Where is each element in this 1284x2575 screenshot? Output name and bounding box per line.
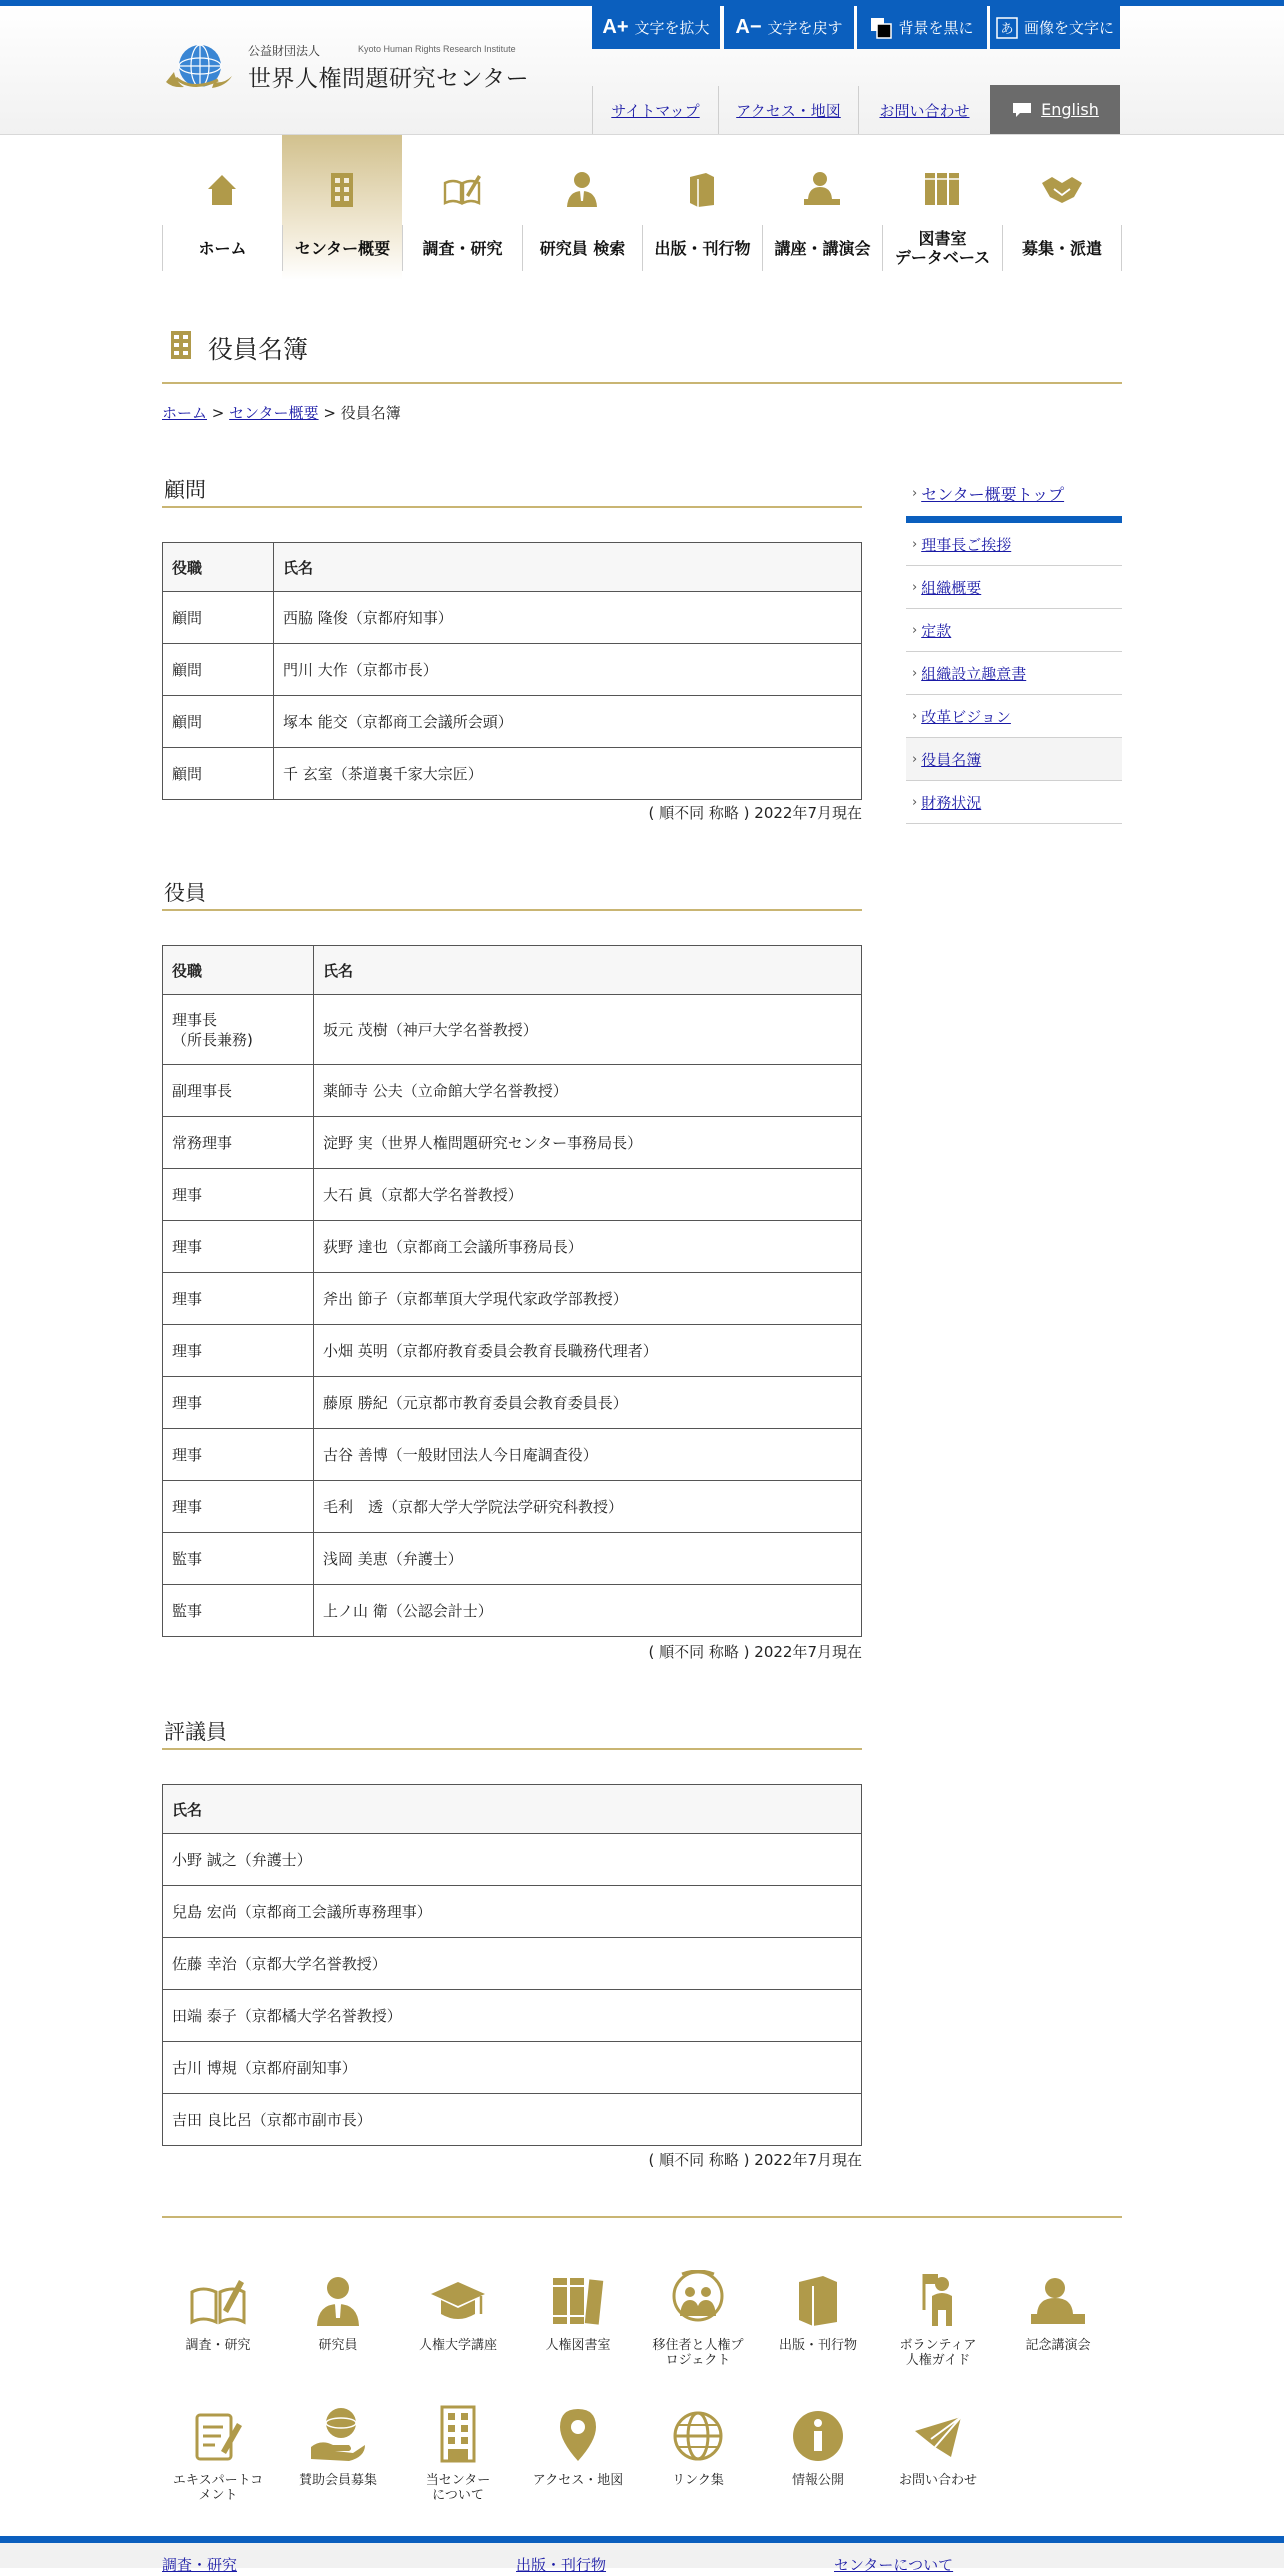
table-row xyxy=(163,1169,862,1221)
global-nav xyxy=(162,135,1122,280)
side-nav-link[interactable]: 理事長ご挨拶 xyxy=(921,535,1012,554)
contrast-icon xyxy=(870,17,892,39)
image-to-text-button[interactable] xyxy=(990,6,1120,49)
name-cell: 兒島 宏尚（京都商工会議所専務理事） xyxy=(163,1886,862,1938)
hand-globe-icon xyxy=(309,2405,367,2463)
table-header-row xyxy=(163,946,862,995)
table-row xyxy=(163,1886,862,1938)
name-cell: 西脇 隆俊（京都府知事） xyxy=(274,592,862,644)
chevron-right-icon: › xyxy=(912,794,918,810)
page-title-bar xyxy=(162,322,1122,384)
table-row xyxy=(163,1481,862,1533)
role-cell: 理事 xyxy=(163,1325,314,1377)
side-nav-item xyxy=(906,652,1122,695)
col-name-header: 氏名 xyxy=(274,543,862,592)
table-row xyxy=(163,1429,862,1481)
table-row xyxy=(163,2094,862,2146)
person-icon xyxy=(564,169,600,209)
name-cell: 浅岡 美恵（弁護士） xyxy=(314,1533,862,1585)
name-cell: 坂元 茂樹（神戸大学名誉教授） xyxy=(314,995,862,1065)
section-heading-text: 役員 xyxy=(164,881,206,905)
footer-nav-label: お問い合わせ xyxy=(898,2473,977,2488)
side-nav-item xyxy=(906,523,1122,566)
globe-icon xyxy=(671,2409,725,2463)
hyogiin-note: ( 順不同 称略 ) 2022年7月現在 xyxy=(648,2151,862,2169)
role-cell: 理事 xyxy=(163,1377,314,1429)
open-book-pen-icon xyxy=(189,2274,247,2328)
section-heading-text: 顧問 xyxy=(164,478,206,502)
role-cell: 理事 xyxy=(163,1221,314,1273)
breadcrumb-current: 役員名簿 xyxy=(340,404,401,422)
footer-nav-label: 賛助会員募集 xyxy=(298,2473,377,2488)
side-nav-link[interactable]: 改革ビジョン xyxy=(921,707,1011,726)
role-cell: 顧問 xyxy=(163,592,274,644)
role-cell: 副理事長 xyxy=(163,1065,314,1117)
table-row xyxy=(163,995,862,1065)
table-row xyxy=(163,1377,862,1429)
role-cell: 理事長 （所長兼務) xyxy=(163,995,314,1065)
breadcrumb-parent-link[interactable]: センター概要 xyxy=(229,404,319,422)
role-cell: 顧問 xyxy=(163,748,274,800)
side-nav-link[interactable]: 定款 xyxy=(921,621,952,640)
table-row xyxy=(163,644,862,696)
breadcrumb-separator: > xyxy=(323,404,336,422)
books-icon xyxy=(684,169,720,209)
section-heading-komon xyxy=(162,474,862,508)
yakuin-table xyxy=(162,945,862,1637)
table-header-row xyxy=(163,543,862,592)
name-cell: 毛利 透（京都大学大学院法学研究科教授） xyxy=(314,1481,862,1533)
globe-logo-icon xyxy=(162,42,238,94)
contact-link-wrap xyxy=(858,86,990,134)
footer-nav-access-map[interactable] xyxy=(518,2403,638,2488)
name-cell: 古谷 善博（一般財団法人今日庵調査役） xyxy=(314,1429,862,1481)
side-nav-link[interactable]: 役員名簿 xyxy=(921,750,982,769)
col-name-header: 氏名 xyxy=(163,1785,862,1834)
table-row xyxy=(163,1990,862,2042)
page-title: 役員名簿 xyxy=(208,335,309,364)
name-cell: 荻野 達也（京都商工会議所事務局長） xyxy=(314,1221,862,1273)
globe-people-icon xyxy=(668,2270,728,2328)
footer-link-publications[interactable]: 出版・刊行物 xyxy=(516,2556,607,2574)
sitemap-link[interactable]: サイトマップ xyxy=(611,101,700,120)
org-name: 世界人権問題研究センター xyxy=(248,66,530,92)
table-header-row xyxy=(163,1785,862,1834)
gnav-label: 出版・刊行物 xyxy=(642,225,762,271)
name-cell: 塚本 能交（京都商工会議所会頭） xyxy=(274,696,862,748)
footer-nav-label: 情報公開 xyxy=(791,2473,844,2488)
footer-nav-human-rights-course[interactable] xyxy=(398,2268,518,2353)
a-minus-icon: A− xyxy=(735,16,762,38)
col-name-header: 氏名 xyxy=(314,946,862,995)
gnav-lectures[interactable] xyxy=(762,135,882,280)
graduation-cap-icon xyxy=(429,2274,487,2328)
name-cell: 佐藤 幸治（京都大学名誉教授） xyxy=(163,1938,862,1990)
sitemap-link-wrap xyxy=(592,86,718,134)
side-nav-link[interactable]: 組織設立趣意書 xyxy=(921,664,1027,683)
section-heading-yakuin xyxy=(162,877,862,911)
footer-nav-label: 人権図書室 xyxy=(545,2338,611,2353)
name-cell: 千 玄室（茶道裏千家大宗匠） xyxy=(274,748,862,800)
footer-nav-label: 当センター について xyxy=(425,2473,491,2503)
name-cell: 上ノ山 衛（公認会計士） xyxy=(314,1585,862,1637)
col-role-header: 役職 xyxy=(163,946,314,995)
access-link-wrap xyxy=(718,86,858,134)
footer-nav-label: 調査・研究 xyxy=(185,2338,251,2353)
map-pin-icon xyxy=(556,2407,600,2463)
gnav-label: 募集・派遣 xyxy=(1002,225,1122,271)
gnav-home[interactable] xyxy=(162,135,282,280)
role-cell: 理事 xyxy=(163,1169,314,1221)
footer-nav-publications[interactable] xyxy=(758,2268,878,2353)
footer-nav-label: 出版・刊行物 xyxy=(778,2338,857,2353)
breadcrumb-home-link[interactable]: ホーム xyxy=(162,404,208,422)
footer-nav-label: リンク集 xyxy=(672,2473,724,2488)
role-cell: 顧問 xyxy=(163,644,274,696)
name-cell: 田端 泰子（京都橘大学名誉教授） xyxy=(163,1990,862,2042)
chevron-right-icon: › xyxy=(912,579,918,595)
name-cell: 門川 大作（京都市長） xyxy=(274,644,862,696)
section-heading-text: 評議員 xyxy=(164,1720,227,1744)
side-nav-item xyxy=(906,609,1122,652)
name-cell: 小野 誠之（弁護士） xyxy=(163,1834,862,1886)
gnav-researcher-search[interactable] xyxy=(522,135,642,280)
side-nav-item xyxy=(906,781,1122,824)
a-plus-icon: A+ xyxy=(602,16,629,38)
footer-nav-label: 記念講演会 xyxy=(1025,2338,1091,2353)
role-cell: 監事 xyxy=(163,1585,314,1637)
org-type: 公益財団法人 xyxy=(248,44,321,58)
footer-nav-links[interactable] xyxy=(638,2403,758,2488)
building-icon xyxy=(438,2405,478,2463)
black-background-button[interactable] xyxy=(857,6,987,49)
footer-nav-label: 研究員 xyxy=(318,2338,358,2353)
footer-nav-memorial-lecture[interactable] xyxy=(998,2268,1118,2353)
footer-nav-researchers[interactable] xyxy=(278,2268,398,2353)
table-row xyxy=(163,748,862,800)
table-row xyxy=(163,1221,862,1273)
open-book-pen-icon xyxy=(442,169,482,209)
books-icon xyxy=(793,2272,843,2328)
table-row xyxy=(163,696,862,748)
lecturer-icon xyxy=(1029,2274,1087,2328)
chevron-right-icon: › xyxy=(912,485,918,501)
chevron-right-icon: › xyxy=(912,708,918,724)
info-icon xyxy=(791,2409,845,2463)
reset-text-label: 文字を戻す xyxy=(767,19,843,37)
gnav-label: 調査・研究 xyxy=(402,225,522,271)
chevron-right-icon: › xyxy=(912,622,918,638)
gnav-label: センター概要 xyxy=(282,225,402,271)
side-nav-top-link[interactable]: センター概要トップ xyxy=(921,484,1065,504)
bookshelf-icon xyxy=(922,169,962,209)
role-cell: 理事 xyxy=(163,1429,314,1481)
lecturer-icon xyxy=(802,169,842,209)
name-cell: 小畑 英明（京都府教育委員会教育長職務代理者） xyxy=(314,1325,862,1377)
side-nav-top xyxy=(906,470,1122,523)
role-cell: 常務理事 xyxy=(163,1117,314,1169)
table-row xyxy=(163,1533,862,1585)
table-row xyxy=(163,592,862,644)
komon-note: ( 順不同 称略 ) 2022年7月現在 xyxy=(648,804,862,822)
hyogiin-table xyxy=(162,1784,862,2146)
building-icon xyxy=(327,169,357,209)
footer-link-research[interactable]: 調査・研究 xyxy=(162,2556,238,2574)
footer-nav-label: 人権大学講座 xyxy=(418,2338,497,2353)
name-cell: 古川 博規（京都府副知事） xyxy=(163,2042,862,2094)
gnav-library[interactable] xyxy=(882,135,1002,280)
side-nav-item-current xyxy=(906,738,1122,781)
access-map-link[interactable]: アクセス・地図 xyxy=(736,101,841,120)
col-role-header: 役職 xyxy=(163,543,274,592)
gnav-label: 図書室 データベース xyxy=(882,225,1002,271)
name-cell: 大石 眞（京都大学名誉教授） xyxy=(314,1169,862,1221)
chevron-right-icon: › xyxy=(912,665,918,681)
side-nav xyxy=(906,470,1122,824)
footer-nav-label: ボランティア 人権ガイド xyxy=(899,2338,977,2368)
chevron-right-icon: › xyxy=(912,751,918,767)
role-cell: 顧問 xyxy=(163,696,274,748)
footer-divider xyxy=(162,2216,1122,2218)
name-cell: 薬師寺 公夫（立命館大学名誉教授） xyxy=(314,1065,862,1117)
breadcrumb-separator: > xyxy=(211,404,225,422)
footer-nav-label: 移住者と人権プロジェクト xyxy=(652,2338,744,2368)
gnav-about[interactable] xyxy=(282,135,402,280)
enlarge-text-button[interactable] xyxy=(592,6,720,49)
yakuin-note: ( 順不同 称略 ) 2022年7月現在 xyxy=(648,1643,862,1661)
english-link[interactable]: English xyxy=(1041,100,1099,119)
reset-text-button[interactable] xyxy=(724,6,854,49)
site-logo[interactable] xyxy=(162,38,530,94)
footer-link-about[interactable]: センターについて xyxy=(834,2556,954,2574)
english-button[interactable] xyxy=(990,85,1120,134)
bottom-accent-bar xyxy=(0,2536,1284,2543)
table-row xyxy=(163,1325,862,1377)
komon-table xyxy=(162,542,862,800)
kana-a-icon xyxy=(996,17,1018,39)
side-nav-item xyxy=(906,695,1122,738)
footer-nav-research[interactable] xyxy=(158,2268,278,2353)
footer-nav-disclosure[interactable] xyxy=(758,2403,878,2488)
envelope-check-icon xyxy=(911,2413,965,2463)
document-pen-icon xyxy=(191,2409,245,2463)
contact-link[interactable]: お問い合わせ xyxy=(879,101,970,120)
side-nav-item xyxy=(906,566,1122,609)
name-cell: 斧出 節子（京都華頂大学現代家政学部教授） xyxy=(314,1273,862,1325)
table-row xyxy=(163,1834,862,1886)
table-row xyxy=(163,1938,862,1990)
side-nav-link[interactable]: 財務状況 xyxy=(921,793,982,812)
handshake-icon xyxy=(1040,169,1084,209)
name-cell: 藤原 勝紀（元京都市教育委員会教育委員長） xyxy=(314,1377,862,1429)
guide-flag-icon xyxy=(912,2270,964,2328)
name-cell: 吉田 良比呂（京都市副市長） xyxy=(163,2094,862,2146)
gnav-recruitment[interactable] xyxy=(1002,135,1122,280)
role-cell: 理事 xyxy=(163,1273,314,1325)
speech-bubble-icon xyxy=(1011,101,1033,119)
footer-nav-migrants-project[interactable] xyxy=(638,2268,758,2368)
footer-nav-about-center[interactable] xyxy=(398,2403,518,2503)
footer-nav-label: エキスパートコメント xyxy=(172,2473,264,2503)
image-to-text-label: 画像を文字に xyxy=(1023,19,1114,37)
person-icon xyxy=(313,2274,363,2328)
footer-nav-contact[interactable] xyxy=(878,2403,998,2488)
breadcrumb xyxy=(162,402,401,423)
svg-text:あ: あ xyxy=(1000,21,1014,37)
role-cell: 監事 xyxy=(163,1533,314,1585)
chevron-right-icon: › xyxy=(912,536,918,552)
footer-nav-volunteer-guide[interactable] xyxy=(878,2268,998,2368)
footer-nav-library[interactable] xyxy=(518,2268,638,2353)
table-row xyxy=(163,1117,862,1169)
bookshelf-icon xyxy=(549,2274,607,2328)
gnav-label: 研究員 検索 xyxy=(522,225,642,271)
gnav-label: 講座・講演会 xyxy=(762,225,882,271)
org-name-en: Kyoto Human Rights Research Institute xyxy=(358,44,516,54)
building-icon xyxy=(170,330,192,360)
table-row xyxy=(163,1273,862,1325)
home-icon xyxy=(205,169,239,209)
table-row xyxy=(163,2042,862,2094)
footer-nav-label: アクセス・地図 xyxy=(532,2473,624,2488)
footer-nav-expert-comment[interactable] xyxy=(158,2403,278,2503)
footer-nav-supporting-members[interactable] xyxy=(278,2403,398,2488)
side-nav-link[interactable]: 組織概要 xyxy=(921,578,982,597)
role-cell: 理事 xyxy=(163,1481,314,1533)
enlarge-text-label: 文字を拡大 xyxy=(634,19,710,37)
gnav-label: ホーム xyxy=(162,225,282,271)
section-heading-hyogiin xyxy=(162,1716,862,1750)
gnav-publications[interactable] xyxy=(642,135,762,280)
table-row xyxy=(163,1065,862,1117)
name-cell: 淀野 実（世界人権問題研究センター事務局長） xyxy=(314,1117,862,1169)
table-row xyxy=(163,1585,862,1637)
black-background-label: 背景を黒に xyxy=(898,19,974,37)
gnav-research[interactable] xyxy=(402,135,522,280)
